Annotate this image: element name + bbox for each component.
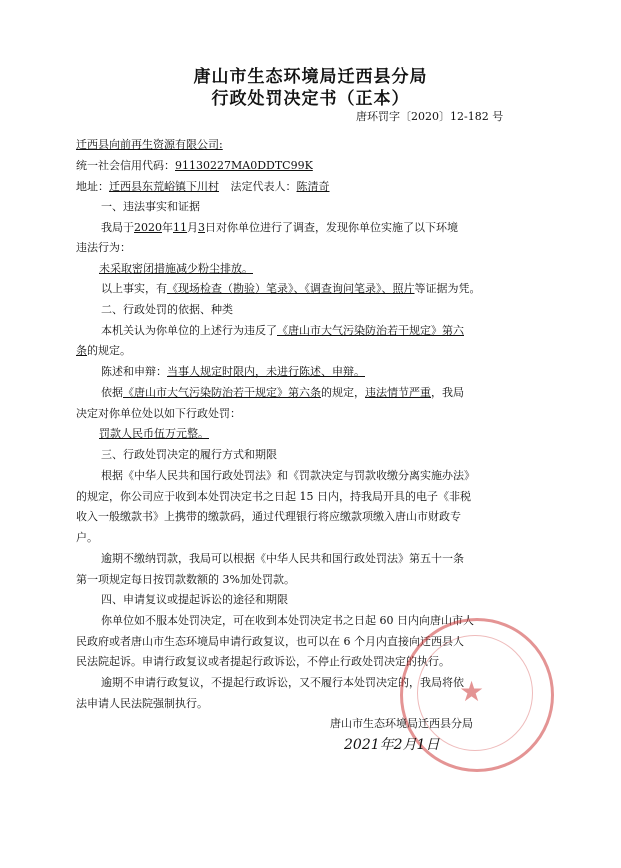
issue-date-handwritten: 2021年2月1日 [344,737,440,753]
s2-paragraph-1-line-2 [76,344,131,358]
s2-paragraph-1-line-1 [101,324,464,338]
s3-paragraph-1-line-4: 户。 [76,531,98,544]
severity: 违法情节严重 [365,386,431,399]
address-label: 地址： [76,180,109,193]
basis-end: ，我局 [431,386,464,399]
basis-prefix: 依据 [101,386,123,399]
section-1-title: 一、违法事实和证据 [101,200,200,213]
legal-rep-label: 法定代表人： [230,180,297,193]
address-value: 迁西县东荒峪镇下川村 [109,180,219,193]
document-title-line2: 行政处罚决定书（正本） [211,89,410,109]
s3-paragraph-1-line-2: 的规定，你公司应于收到本处罚决定书之日起 15 日内，持我局开具的电子《非税 [76,490,471,503]
s4-paragraph-1-line-2: 民政府或者唐山市生态环境局申请行政复议，也可以在 6 个月内直接向迁西县人 [76,635,464,648]
s1-paragraph-2 [101,282,481,296]
penalty-amount: 罚款人民币伍万元整。 [99,427,209,440]
party-name: 迁西县向前再生资源有限公司: [76,138,223,151]
violation-description: 未采取密闭措施减少粉尘排放。 [99,262,253,275]
legal-rep-value: 陈清奇 [296,180,330,193]
s1-evidence-suffix: 等证据为凭。 [414,282,481,295]
s3-paragraph-1-line-3: 收入一般缴款书》上携带的缴款码，通过代理银行将应缴款项缴入唐山市财政专 [76,510,461,523]
credit-code-value: 91130227MA0DDTC99K [175,159,313,172]
s1-evidence-prefix: 以上事实，有 [101,282,167,295]
statement-label: 陈述和申辩： [101,365,167,378]
s2-paragraph-2 [101,365,365,379]
s1-text-year-suffix: 年 [162,221,173,234]
statement-value: 当事人规定时限内，未进行陈述、申辩。 [167,365,365,378]
address-line [76,180,330,194]
issuer-name: 唐山市生态环境局迁西县分局 [330,717,473,730]
s2-paragraph-3-line-1 [101,386,464,400]
violated-law-cont: 条 [76,344,87,357]
section-2-title: 二、行政处罚的依据、种类 [101,303,233,316]
s1-year: 2020 [134,221,162,234]
document-number: 唐环罚字〔2020〕12-182 号 [356,110,504,123]
s2-paragraph-3-line-2: 决定对你单位处以如下行政处罚： [76,407,241,420]
s4-paragraph-2-line-2: 法申请人民法院强制执行。 [76,697,208,710]
s1-month: 11 [173,221,187,234]
s1-day: 3 [198,221,205,234]
evidence-list: 《现场检查（勘验）笔录》、《调查询问笔录》、照片 [167,282,415,295]
s4-paragraph-1-line-1: 你单位如不服本处罚决定，可在收到本处罚决定书之日起 60 日内向唐山市人 [101,614,474,627]
section-4-title: 四、申请复议或提起诉讼的途径和期限 [101,593,288,606]
s1-paragraph-1-line-2: 违法行为： [76,241,131,254]
document-title-line1: 唐山市生态环境局迁西县分局 [193,67,428,87]
s4-paragraph-2-line-1: 逾期不申请行政复议，不提起行政诉讼，又不履行本处罚决定的，我局将依 [101,676,464,689]
penalty-basis: 《唐山市大气污染防治若干规定》第六条 [123,386,321,399]
s1-paragraph-1-line-1 [101,221,458,235]
s2-text-end: 的规定。 [87,344,131,357]
s1-text: 我局于 [101,221,134,234]
s3-paragraph-1-line-1: 根据《中华人民共和国行政处罚法》和《罚款决定与罚款收缴分离实施办法》 [101,469,475,482]
s1-text-rest: 日对你单位进行了调查，发现你单位实施了以下环境 [205,221,458,234]
credit-code-line [76,159,313,173]
s2-text: 本机关认为你单位的上述行为违反了 [101,324,277,337]
s3-paragraph-2-line-1: 逾期不缴纳罚款，我局可以根据《中华人民共和国行政处罚法》第五十一条 [101,552,464,565]
s3-paragraph-2-line-2: 第一项规定每日按罚款数额的 3%加处罚款。 [76,573,295,586]
violated-law: 《唐山市大气污染防治若干规定》第六 [277,324,464,337]
s1-text-month-suffix: 月 [187,221,198,234]
basis-suffix: 的规定， [321,386,365,399]
credit-code-label: 统一社会信用代码： [76,159,175,172]
section-3-title: 三、行政处罚决定的履行方式和期限 [101,448,277,461]
s4-paragraph-1-line-3: 民法院起诉。申请行政复议或者提起行政诉讼，不停止行政处罚决定的执行。 [76,655,450,668]
seal-star-icon: ★ [459,675,485,708]
